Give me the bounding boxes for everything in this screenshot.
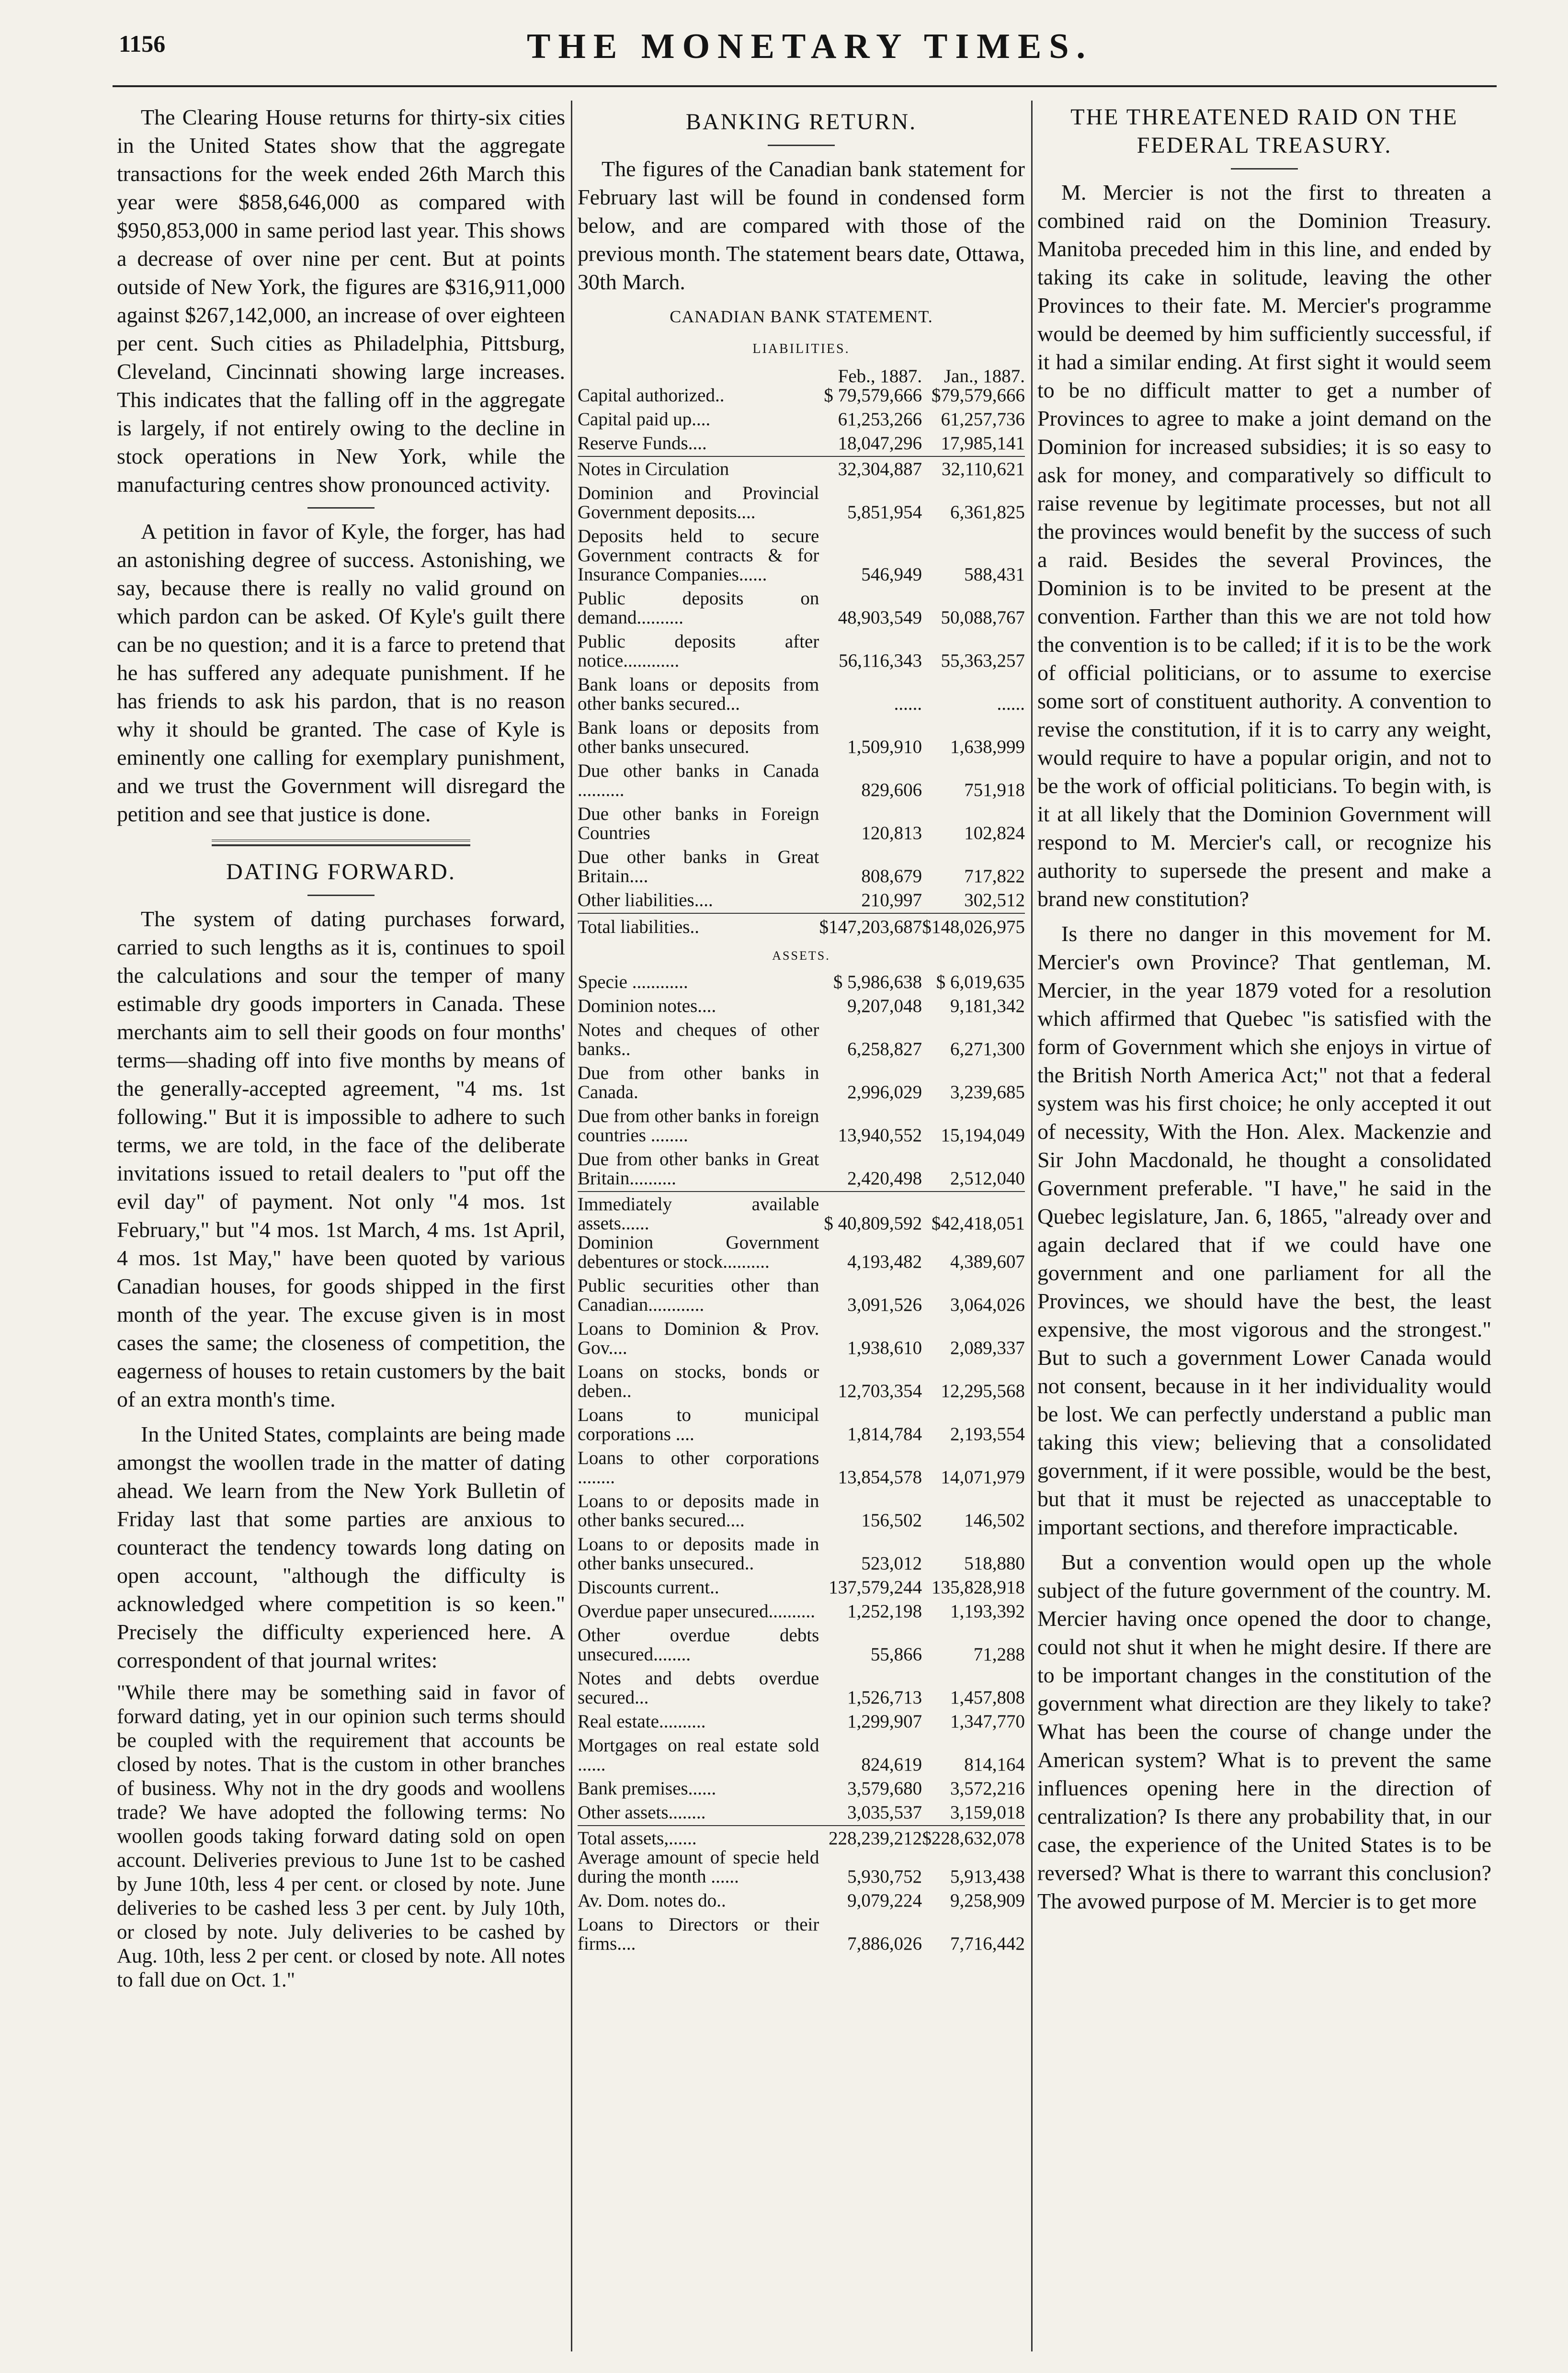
feb-value: 137,579,244 <box>829 1577 922 1598</box>
row-label: Loans to Dominion & Prov. Gov.... <box>578 1318 819 1358</box>
jan-value: 5,913,438 <box>950 1866 1025 1887</box>
feb-value: $ 40,809,592 <box>824 1213 922 1234</box>
row-label: Bank premises...... <box>578 1778 716 1799</box>
jan-value: 588,431 <box>964 564 1025 585</box>
table-row <box>578 1664 1025 1707</box>
row-label: Loans to other corporations ........ <box>578 1448 819 1487</box>
jan-value: 9,181,342 <box>950 996 1025 1016</box>
jan-value: 6,271,300 <box>950 1039 1025 1059</box>
jan-value: 61,257,736 <box>941 409 1025 430</box>
jan-value: 1,638,999 <box>950 737 1025 757</box>
jan-value: 7,716,442 <box>950 1933 1025 1954</box>
dating-forward-paragraph-2: In the United States, complaints are being made amongst the woollen trade in the matter of dating ahead. We learn from the New York Bulletin of Friday last that some parties are anxious to counteract the tendency towards long dating on open account, "although the difficulty is acknowledged where competition is so keen." Precisely the difficulty experienced here. A correspondent of that journal writes: <box>117 1422 565 1672</box>
dating-forward-paragraph-1: The system of dating purchases forward, carried to such lengths as it is, continues to spoil the calculations and sour the temper of many estimable dry goods importers in Canada. These merchants aim to sell their goods on four months' terms—shading off into five months by means of the generally-accepted agreement, "4 ms. 1st following." But it is impossible to adhere to such terms, we are told, in the face of the deliberate invitations issued to retail dealers to "put off the evil day" of payment. Not only "4 mos. 1st February," but "4 mos. 1st March, 4 ms. 1st April, 4 mos. 1st May," have been quoted by various Canadian houses, for goods shipped in the first month of the year. The excuse given is in most cases the same; the closeness of competition, the eagerness of houses to retain customers by the bait of an extra month's time. <box>117 907 565 1411</box>
assets-table <box>578 973 1025 1188</box>
jan-value: 3,064,026 <box>950 1294 1025 1315</box>
table-title: CANADIAN BANK STATEMENT. <box>670 307 933 326</box>
table-rule <box>578 1825 1025 1826</box>
row-label: Loans to Directors or their firms.... <box>578 1914 819 1954</box>
table-row <box>578 918 1025 937</box>
table-row <box>578 460 1025 479</box>
correspondent-quote: "While there may be something said in favor of forward dating, yet in our opinion such terms should be coupled with the requirement that accounts be closed by notes. That is the custom in other branches of business. Why not in the dry goods and woollens trade? We have adopted the following terms: No woollen goods taking forward dating sold on open account. Deliveries previous to June 1st to be cashed by June 10th, less 4 per cent. or closed by note. June deliveries to be cashed less 3 per cent. by July 10th, or closed by note. July deliveries to be cashed by Aug. 10th, less 2 per cent. or closed by note. All notes to fall due on Oct. 1." <box>117 1681 565 1991</box>
row-label: Due from other banks in Great Britain.......... <box>578 1149 819 1189</box>
table-row <box>578 1530 1025 1573</box>
feb-value: 5,851,954 <box>847 502 922 522</box>
assets-title: ASSETS. <box>772 949 830 963</box>
row-label: Notes and debts overdue secured... <box>578 1668 819 1708</box>
jan-value: 6,361,825 <box>950 502 1025 522</box>
raid-paragraph-2: Is there no danger in this movement for M. Mercier's own Province? That gentleman, M. Mercier, in the year 1879 voted for a resolution which affirmed that Quebec "is satisfied with the form of Government which she enjoys in virtue of the British North America Act;" not that a federal system was his first choice; he only accepted it out of necessity, With the Hon. Alex. Mackenzie and Sir John Macdonald, he thought a consolidated Government preferable. "I have," he said in the Quebec legislature, Jan. 6, 1865, "already over and again declared that if we could have one government and one parliament for all the Provinces, we should have the best, the least expensive, the most vigorous and the strongest." But to such a government Lower Canada would not consent, because in it her individuality would be lost. We can perfectly understand a public man taking this view; believing that a consolidated government, if it were possible, would be the best, but that it must be rejected as unacceptable to important sections, and therefore impracticable. <box>1037 921 1491 1539</box>
row-label: Reserve Funds.... <box>578 433 707 454</box>
clearing-house-paragraph: The Clearing House returns for thirty-six cities in the United States show that the aggregate transactions for the week ended 26th March this year were $858,646,000 as compared with $950,853,000 in same period last year. This shows a decrease of over nine per cent. But at points outside of New York, the figures are $316,911,000 against $267,142,000, an increase of over eighteen per cent. Such cities as Philadelphia, Pittsburg, Cleveland, Cincinnati showing large increases. This indicates that the falling off in the aggregate is largely, if not entirely owing to the decline in stock operations in New York, while the manufacturing centres show pronounced activity. <box>117 105 565 497</box>
feb-value: 3,091,526 <box>847 1294 922 1315</box>
feb-value: 156,502 <box>861 1510 922 1531</box>
header-rule <box>113 85 1497 87</box>
row-label: Discounts current.. <box>578 1577 719 1598</box>
column-right <box>1037 103 1491 2354</box>
table-row <box>578 1195 1025 1233</box>
feb-value: 824,619 <box>861 1754 922 1775</box>
feb-value: 1,299,907 <box>847 1711 922 1732</box>
row-label: Public securities other than Canadian............ <box>578 1275 819 1315</box>
table-row <box>578 1401 1025 1444</box>
jan-value: $79,579,666 <box>932 385 1025 406</box>
feb-value: $ 79,579,666 <box>824 385 922 406</box>
table-row <box>578 714 1025 757</box>
row-label: Due from other banks in foreign countries ........ <box>578 1106 819 1146</box>
table-row <box>578 1731 1025 1774</box>
jan-value: 2,089,337 <box>950 1338 1025 1358</box>
jan-value: 32,110,621 <box>941 459 1025 479</box>
table-row <box>578 800 1025 843</box>
jan-value: 15,194,049 <box>941 1125 1025 1146</box>
feb-value: 48,903,549 <box>838 607 922 628</box>
jan-value: 4,389,607 <box>950 1251 1025 1272</box>
table-row <box>578 973 1025 992</box>
liabilities-title: LIABILITIES. <box>752 341 850 356</box>
feb-value: $147,203,687 <box>819 917 922 937</box>
row-label: Loans on stocks, bonds or deben.. <box>578 1362 819 1401</box>
feb-value: 523,012 <box>861 1553 922 1574</box>
jan-value: 146,502 <box>964 1510 1025 1531</box>
feb-value: 210,997 <box>861 890 922 910</box>
section-rule <box>1231 168 1298 170</box>
row-label: Loans to or deposits made in other banks secured.... <box>578 1491 819 1531</box>
feb-value: 13,854,578 <box>838 1467 922 1487</box>
jan-value: 12,295,568 <box>941 1381 1025 1401</box>
jan-value: $42,418,051 <box>932 1213 1025 1234</box>
row-label: Other overdue debts unsecured........ <box>578 1625 819 1665</box>
double-rule <box>212 840 470 846</box>
column-left <box>117 103 565 2349</box>
feb-value: 9,079,224 <box>847 1890 922 1911</box>
feb-value: 9,207,048 <box>847 996 922 1016</box>
jan-value: 71,288 <box>973 1644 1025 1665</box>
row-label: Mortgages on real estate sold ...... <box>578 1735 819 1775</box>
table-row <box>578 1910 1025 1953</box>
section-rule <box>307 895 375 896</box>
column-header-jan: Jan., 1887. <box>944 366 1025 386</box>
feb-value: 546,949 <box>861 564 922 585</box>
feb-value: 829,606 <box>861 780 922 800</box>
page-number: 1156 <box>119 30 166 57</box>
row-label: Notes in Circulation <box>578 459 729 479</box>
jan-value: ...... <box>997 693 1025 714</box>
row-label: Dominion Government debentures or stock.......... <box>578 1232 819 1272</box>
column-divider <box>571 101 572 2351</box>
row-label: Bank loans or deposits from other banks secured... <box>578 674 819 714</box>
kyle-petition-paragraph: A petition in favor of Kyle, the forger, has had an astonishing degree of success. Astonishing, we say, because there is really no valid ground on which pardon can be asked. Of Kyle's guilt there can be no question; and it is a farce to pretend that he has suffered any adequate punishment. If he has friends to ask his pardon, that is no reason why it should be granted. The case of Kyle is eminently one calling for exemplary punishment, and we trust the Government will disregard the petition and see that justice is done. <box>117 519 565 826</box>
raid-paragraph-3: But a convention would open up the whole subject of the future government of the country. M. Mercier having once opened the door to change, could not shut it when he might desire. If there are to be important changes in the constitution of the government what direction are they likely to take? What has been the course of change under the American system? What is to prevent the same influences opening here in the direction of centralization? Is there any probability that, in our case, the experience of the United States is to be reversed? What is there to warrant this conclusion? The avowed purpose of M. Mercier is to get more <box>1037 1550 1491 1913</box>
feb-value: ...... <box>894 693 922 714</box>
jan-value: 50,088,767 <box>941 607 1025 628</box>
assets-table-2 <box>578 1233 1025 1822</box>
row-label: Dominion notes.... <box>578 996 716 1016</box>
row-label: Other assets........ <box>578 1802 706 1823</box>
table-row <box>578 1444 1025 1487</box>
table-row <box>578 1059 1025 1102</box>
column-header-feb: Feb., 1887. <box>838 366 922 386</box>
feb-value: 5,930,752 <box>847 1866 922 1887</box>
feb-value: 3,035,537 <box>847 1802 922 1823</box>
jan-value: 751,918 <box>964 780 1025 800</box>
feb-value: 7,886,026 <box>847 1933 922 1954</box>
row-label: Specie ............ <box>578 972 688 992</box>
jan-value: 3,239,685 <box>950 1082 1025 1102</box>
raid-heading: THE THREATENED RAID ON THE FEDERAL TREASURY. <box>1070 104 1458 158</box>
feb-value: 4,193,482 <box>847 1251 922 1272</box>
jan-value: 1,193,392 <box>950 1601 1025 1622</box>
table-row <box>578 405 1025 429</box>
raid-paragraph-1: M. Mercier is not the first to threaten a combined raid on the Dominion Treasury. Manitoba preceded him in this line, and ended by taking its cake in solitude, leaving the other Provinces to their fate. M. Mercier's programme would be deemed by him sufficiently successful, if it had a similar ending. At first sight it would seem to be no difficult matter to get a number of Provinces to agree to make a joint demand on the Dominion for increased subsidies; it is so easy to ask for money, and comparatively so difficult to raise revenue by legitimate processes, but not all the provinces would benefit by the success of such a raid. Besides the several Provinces, the Dominion is to be invited to be present at the convention. Farther than this we are not told how the convention is to be called; if it is to be the work of official politicians, or to assume to exercise some sort of constituent authority. A convention to revise the constitution, if it is to carry any weight, would require to have a popular origin, and not to be the work of official politicians. To begin with, is it at all likely that the Dominion Government will respond to M. Mercier's call, or recognize his authority to supersede the present and make a brand new constitution? <box>1037 180 1491 911</box>
feb-value: $ 5,986,638 <box>833 972 922 992</box>
row-label: Immediately available assets...... <box>578 1194 819 1234</box>
table-row <box>578 843 1025 886</box>
total-assets-table <box>578 1829 1025 1953</box>
feb-value: 55,866 <box>870 1644 922 1665</box>
table-row <box>578 1016 1025 1059</box>
table-row <box>578 386 1025 405</box>
table-rule <box>578 456 1025 457</box>
row-label: Public deposits on demand.......... <box>578 588 819 628</box>
section-rule <box>307 507 375 509</box>
row-label: Average amount of specie held during the month ...... <box>578 1847 819 1887</box>
table-rule <box>578 1191 1025 1192</box>
table-row <box>578 1487 1025 1530</box>
row-label: Capital authorized.. <box>578 385 725 406</box>
masthead-title: THE MONETARY TIMES. <box>527 27 1093 66</box>
row-label: Capital paid up.... <box>578 409 711 430</box>
banking-return-heading: BANKING RETURN. <box>685 109 917 135</box>
feb-value: 1,814,784 <box>847 1424 922 1444</box>
jan-value: 135,828,918 <box>932 1577 1025 1598</box>
jan-value: 9,258,909 <box>950 1890 1025 1911</box>
row-label: Due from other banks in Canada. <box>578 1063 819 1102</box>
row-label: Due other banks in Canada .......... <box>578 761 819 800</box>
jan-value: 17,985,141 <box>941 433 1025 454</box>
row-label: Due other banks in Foreign Countries <box>578 804 819 843</box>
column-middle <box>578 103 1025 2349</box>
table-row <box>578 1573 1025 1597</box>
feb-value: 2,420,498 <box>847 1168 922 1189</box>
total-liabilities-table <box>578 918 1025 937</box>
table-row <box>578 992 1025 1016</box>
table-row <box>578 1621 1025 1664</box>
jan-value: 55,363,257 <box>941 650 1025 671</box>
jan-value: 2,193,554 <box>950 1424 1025 1444</box>
row-label: Other liabilities.... <box>578 890 713 910</box>
row-label: Public deposits after notice............ <box>578 631 819 671</box>
jan-value: 14,071,979 <box>941 1467 1025 1487</box>
feb-value: 3,579,680 <box>847 1778 922 1799</box>
feb-value: 13,940,552 <box>838 1125 922 1146</box>
row-label: Av. Dom. notes do.. <box>578 1890 726 1911</box>
jan-value: 1,457,808 <box>950 1687 1025 1708</box>
feb-value: 228,239,212 <box>829 1828 922 1849</box>
feb-value: 6,258,827 <box>847 1039 922 1059</box>
feb-value: 1,252,198 <box>847 1601 922 1622</box>
row-label: Bank loans or deposits from other banks unsecured. <box>578 717 819 757</box>
banking-intro: The figures of the Canadian bank statement for February last will be found in condensed form below, and are compared with those of the previous month. The statement bears date, Ottawa, 30th March. <box>578 157 1025 294</box>
feb-value: 12,703,354 <box>838 1381 922 1401</box>
row-label: Loans to or deposits made in other banks unsecured.. <box>578 1534 819 1574</box>
jan-value: 102,824 <box>964 823 1025 843</box>
immediately-available-table <box>578 1195 1025 1233</box>
feb-value: 1,938,610 <box>847 1338 922 1358</box>
jan-value: $148,026,975 <box>922 917 1025 937</box>
table-row <box>578 670 1025 714</box>
feb-value: 1,509,910 <box>847 737 922 757</box>
row-label: Dominion and Provincial Government deposits.... <box>578 483 819 522</box>
section-rule <box>768 145 835 146</box>
jan-value: 302,512 <box>964 890 1025 910</box>
table-row <box>578 1597 1025 1621</box>
feb-value: 18,047,296 <box>838 433 922 454</box>
feb-value: 120,813 <box>861 823 922 843</box>
feb-value: 32,304,887 <box>838 459 922 479</box>
column-divider <box>1031 101 1033 2351</box>
feb-value: 61,253,266 <box>838 409 922 430</box>
table-row <box>578 1315 1025 1358</box>
table-row <box>578 1145 1025 1188</box>
row-label: Total liabilities.. <box>578 917 699 937</box>
jan-value: 717,822 <box>964 866 1025 886</box>
table-row <box>578 1272 1025 1315</box>
row-label: Loans to municipal corporations .... <box>578 1405 819 1444</box>
feb-value: 808,679 <box>861 866 922 886</box>
jan-value: 518,880 <box>964 1553 1025 1574</box>
jan-value: 814,164 <box>964 1754 1025 1775</box>
row-label: Notes and cheques of other banks.. <box>578 1020 819 1059</box>
table-row <box>578 757 1025 800</box>
table-row <box>578 1774 1025 1798</box>
liabilities-table <box>578 460 1025 910</box>
feb-value: 1,526,713 <box>847 1687 922 1708</box>
jan-value: 1,347,770 <box>950 1711 1025 1732</box>
row-label: Real estate.......... <box>578 1711 706 1732</box>
table-row <box>578 1848 1025 1886</box>
table-row <box>578 1707 1025 1731</box>
row-label: Total assets,...... <box>578 1828 697 1849</box>
row-label: Overdue paper unsecured.......... <box>578 1601 815 1622</box>
table-row <box>578 627 1025 670</box>
table-row <box>578 886 1025 910</box>
table-rule <box>578 913 1025 914</box>
jan-value: 2,512,040 <box>950 1168 1025 1189</box>
jan-value: $ 6,019,635 <box>936 972 1025 992</box>
table-row <box>578 1798 1025 1822</box>
table-row <box>578 479 1025 522</box>
dating-forward-heading: DATING FORWARD. <box>226 859 456 885</box>
jan-value: 3,159,018 <box>950 1802 1025 1823</box>
table-row <box>578 1233 1025 1272</box>
table-row <box>578 522 1025 584</box>
jan-value: 3,572,216 <box>950 1778 1025 1799</box>
table-row <box>578 429 1025 453</box>
row-label: Deposits held to secure Government contracts & for Insurance Companies...... <box>578 526 819 585</box>
table-row <box>578 1829 1025 1848</box>
feb-value: 56,116,343 <box>839 650 922 671</box>
capital-table <box>578 367 1025 453</box>
feb-value: 2,996,029 <box>847 1082 922 1102</box>
jan-value: $228,632,078 <box>922 1828 1025 1849</box>
row-label: Due other banks in Great Britain.... <box>578 847 819 886</box>
table-row <box>578 1102 1025 1145</box>
table-row <box>578 1358 1025 1401</box>
table-row <box>578 584 1025 627</box>
table-row <box>578 1886 1025 1910</box>
